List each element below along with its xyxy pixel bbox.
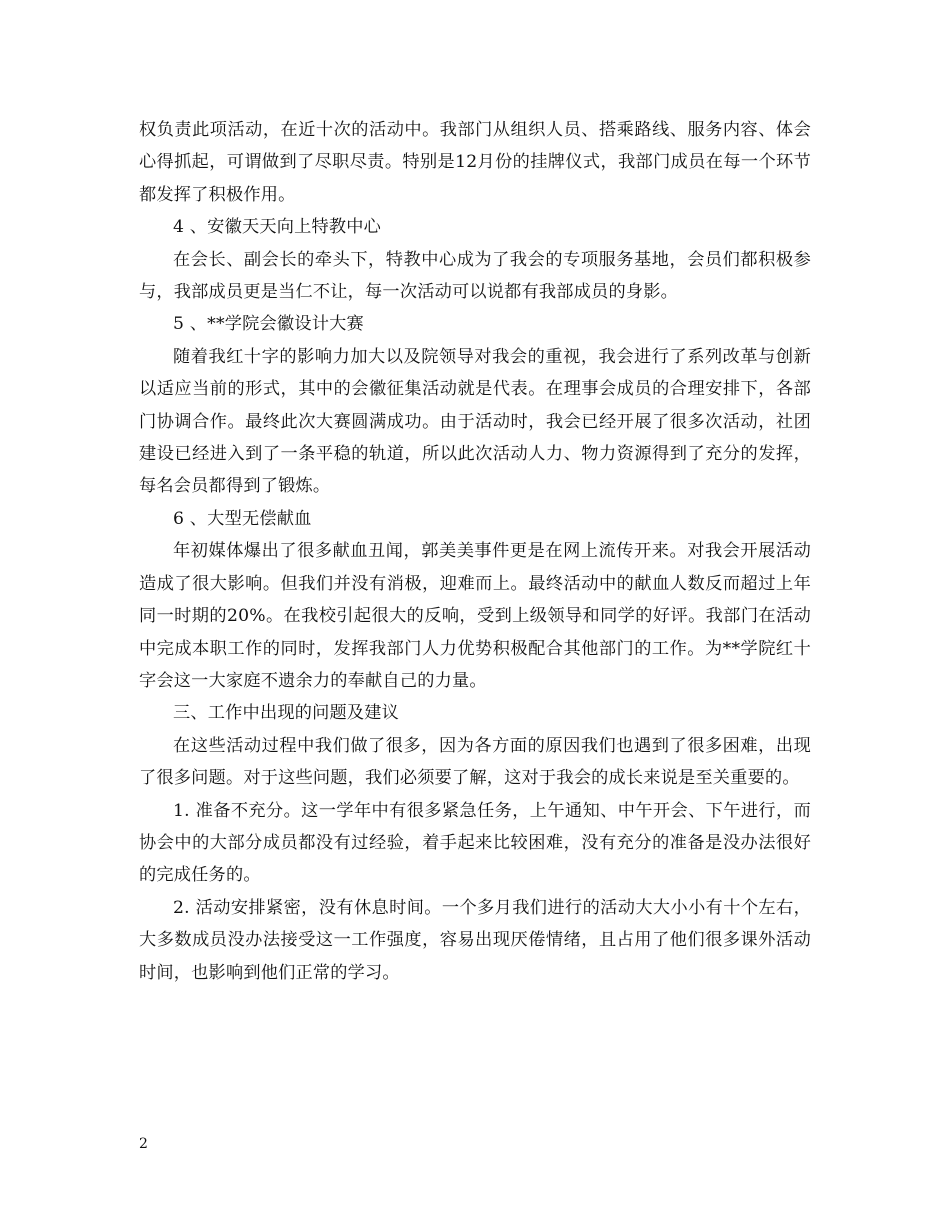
- paragraph: 年初媒体爆出了很多献血丑闻，郭美美事件更是在网上流传开来。对我会开展活动造成了很大影响。但我们并没有消极，迎难而上。最终活动中的献血人数反而超过上年同一时期的20%。在我校引起很大的反响，受到上级领导和同学的好评。我部门在活动中完成本职工作的同时，发挥我部门人力优势积极配合其他部门的工作。为**学院红十字会这一大家庭不遗余力的奉献自己的力量。: [139, 541, 811, 691]
- paragraph: 在这些活动过程中我们做了很多，因为各方面的原因我们也遇到了很多困难，出现了很多问题。对于这些问题，我们必须要了解，这对于我会的成长来说是至关重要的。: [139, 735, 811, 789]
- paragraph: 2. 活动安排紧密，没有休息时间。一个多月我们进行的活动大大小小有十个左右，大多数成员没办法接受这一工作强度，容易出现厌倦情绪，且占用了他们很多课外活动时间，也影响到他们正常的学习。: [139, 897, 811, 983]
- paragraph: 在会长、副会长的牵头下，特教中心成为了我会的专项服务基地，会员们都积极参与，我部成员更是当仁不让，每一次活动可以说都有我部成员的身影。: [139, 249, 811, 303]
- paragraph: 6 、大型无偿献血: [173, 508, 312, 529]
- paragraph: 随着我红十字的影响力加大以及院领导对我会的重视，我会进行了系列改革与创新以适应当前的形式，其中的会徽征集活动就是代表。在理事会成员的合理安排下，各部门协调合作。最终此次大赛圆满成功。由于活动时，我会已经开展了很多次活动，社团建设已经进入到了一条平稳的轨道，所以此次活动人力、物力资源得到了充分的发挥，每名会员都得到了锻炼。: [139, 346, 811, 497]
- paragraph: 三、工作中出现的问题及建议: [173, 703, 400, 724]
- paragraph: 1. 准备不充分。这一学年中有很多紧急任务，上午通知、中午开会、下午进行，而协会中的大部分成员都没有过经验，着手起来比较困难，没有充分的准备是没办法很好的完成任务的。: [139, 800, 811, 886]
- paragraph: 5 、**学院会徽设计大赛: [173, 314, 364, 335]
- body-text: [139, 114, 811, 989]
- page-number: 2: [139, 1136, 148, 1152]
- paragraph: 4 、安徽天天向上特教中心: [173, 217, 382, 238]
- paragraph: 权负责此项活动，在近十次的活动中。我部门从组织人员、搭乘路线、服务内容、体会心得抓起，可谓做到了尽职尽责。特别是12月份的挂牌仪式，我部门成员在每一个环节都发挥了积极作用。: [139, 120, 811, 205]
